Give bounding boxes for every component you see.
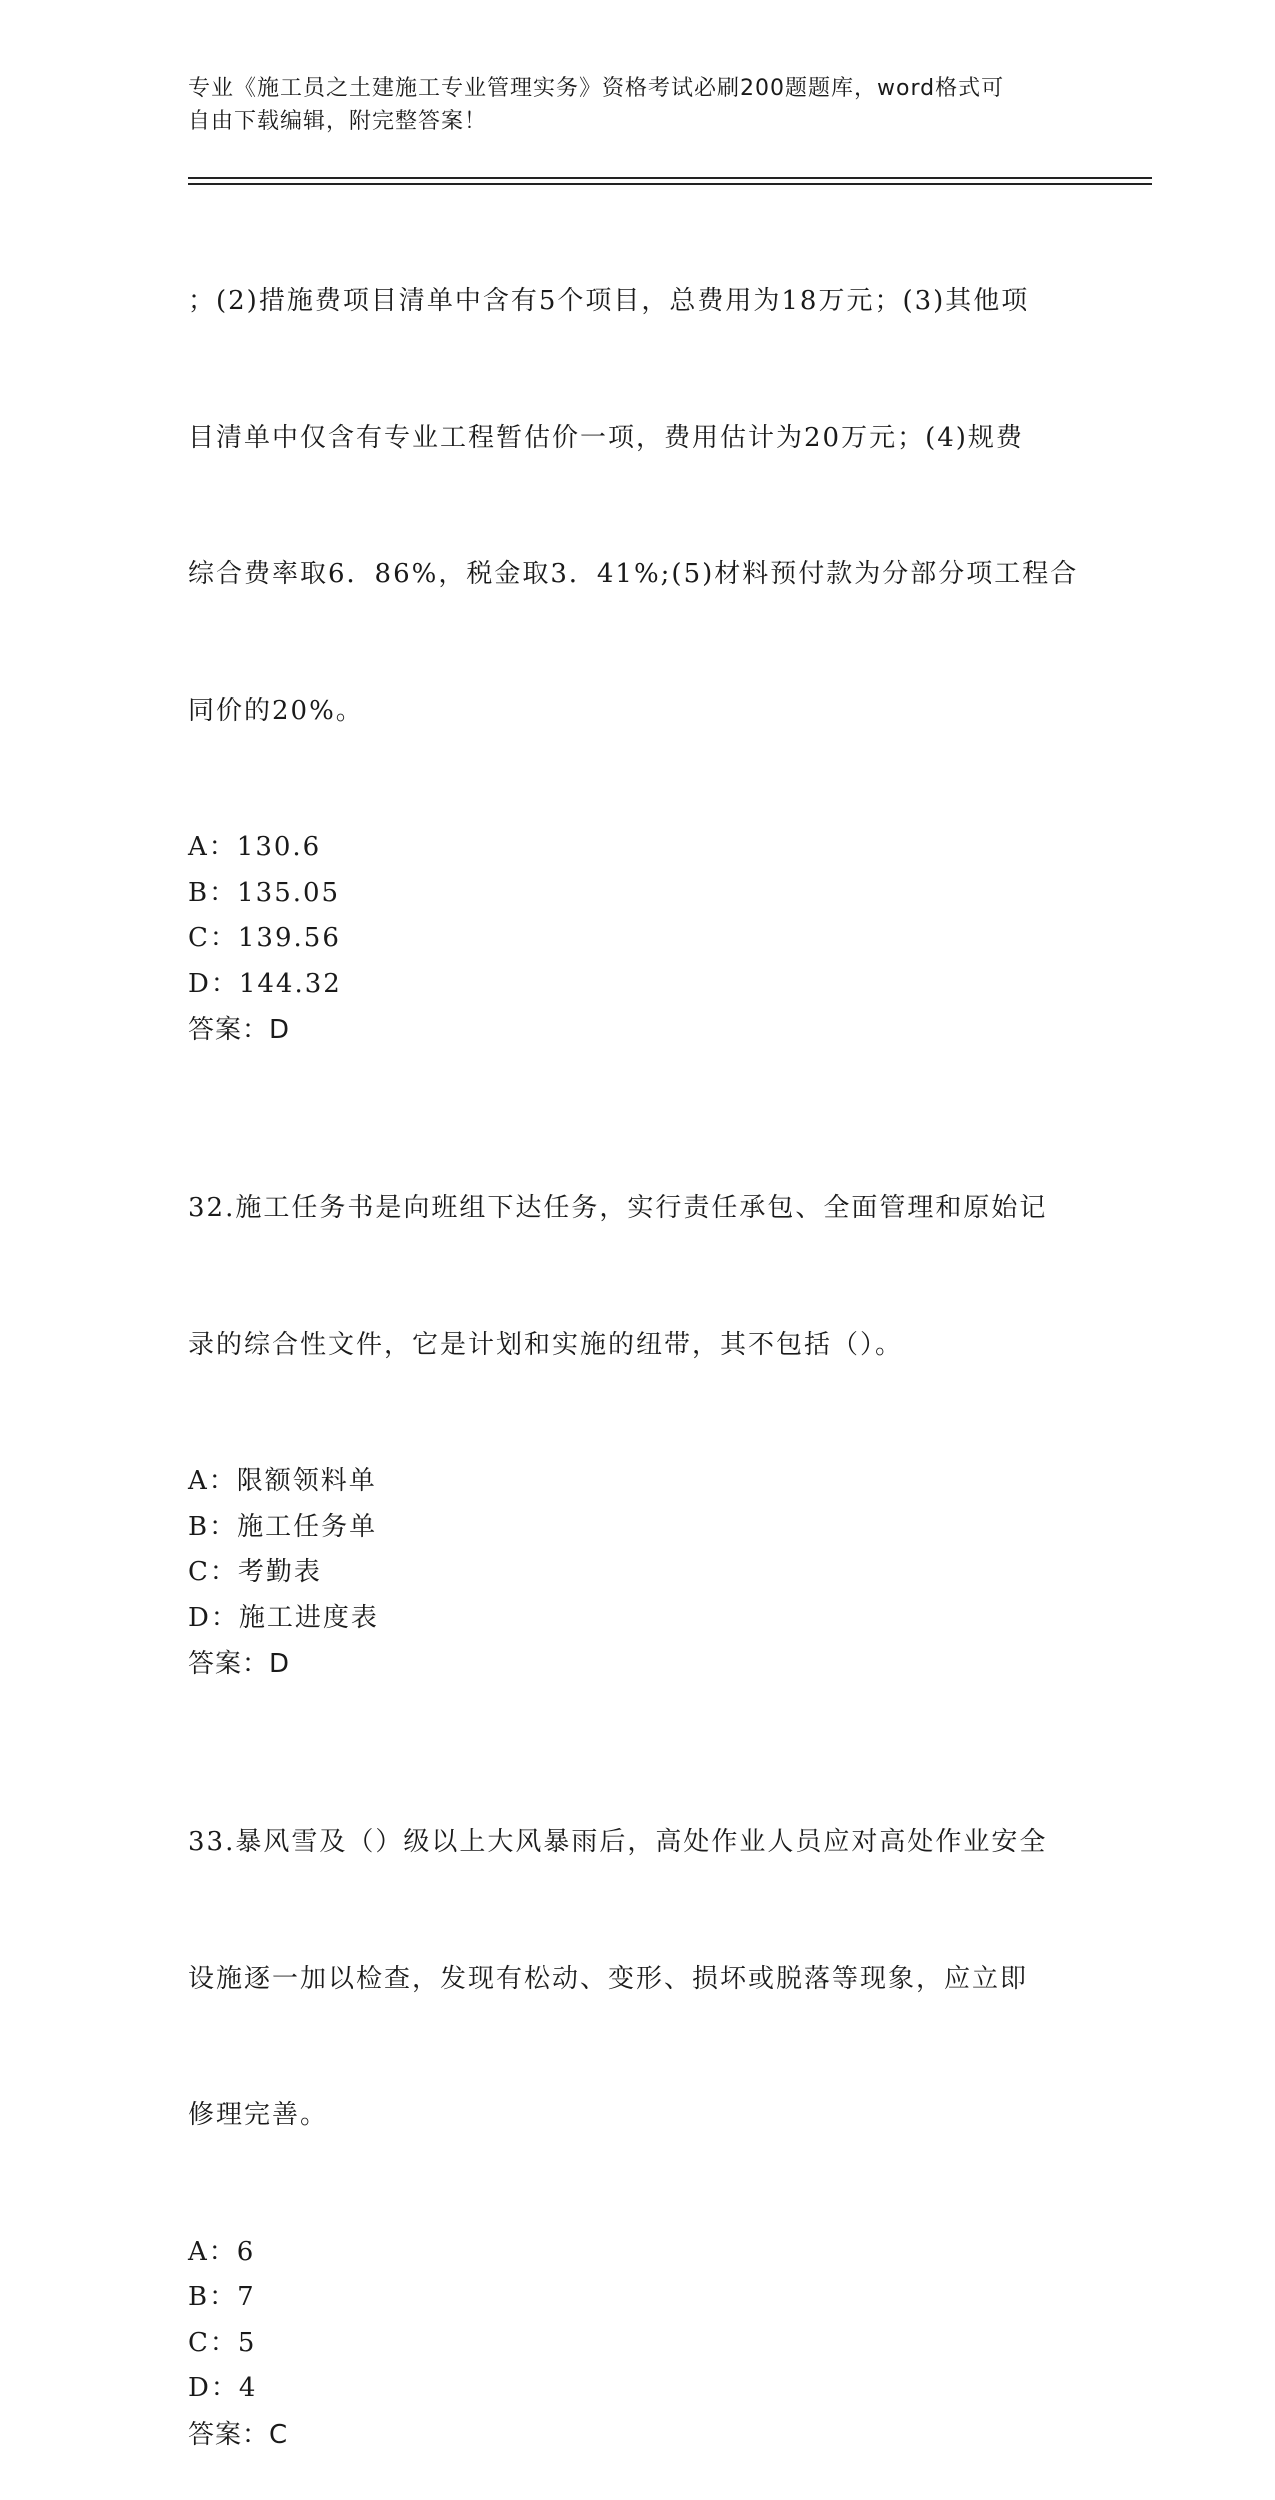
stem-line: 32.施工任务书是向班组下达任务，实行责任承包、全面管理和原始记 bbox=[188, 1193, 1048, 1223]
question-stem bbox=[188, 1095, 1088, 1459]
option-b: B：7 bbox=[188, 2282, 256, 2312]
option-a: A：130.6 bbox=[188, 832, 322, 862]
option-c: C：考勤表 bbox=[188, 1557, 322, 1587]
stem-line: 录的综合性文件，它是计划和实施的纽带，其不包括（）。 bbox=[188, 1329, 904, 1360]
question-32 bbox=[188, 1095, 1088, 1687]
option-b: B：施工任务单 bbox=[188, 1511, 378, 1542]
question-list bbox=[188, 188, 1088, 2500]
stem-line: 同价的20%。 bbox=[188, 695, 364, 726]
header-divider-bottom bbox=[188, 183, 1152, 185]
question-stem bbox=[188, 188, 1088, 825]
option-d: D：施工进度表 bbox=[188, 1602, 379, 1633]
answer-line: 答案：D bbox=[188, 1649, 291, 1679]
answer-line: 答案：C bbox=[188, 2419, 289, 2450]
document-header bbox=[188, 72, 1068, 138]
stem-line: 目清单中仅含有专业工程暂估价一项，费用估计为20万元；(4)规费 bbox=[188, 422, 1024, 453]
option-d: D：144.32 bbox=[188, 968, 342, 999]
question-31-continued bbox=[188, 188, 1088, 1053]
header-line-1: 专业《施工员之土建施工专业管理实务》资格考试必刷200题题库，word格式可 bbox=[188, 76, 1005, 101]
stem-line: 33.暴风雪及（）级以上大风暴雨后，高处作业人员应对高处作业安全 bbox=[188, 1827, 1048, 1857]
option-b: B：135.05 bbox=[188, 877, 341, 908]
stem-line: 设施逐一加以检查，发现有松动、变形、损坏或脱落等现象，应立即 bbox=[188, 1963, 1029, 1994]
option-a: A：6 bbox=[188, 2236, 256, 2267]
question-stem bbox=[188, 1729, 1088, 2230]
option-a: A：限额领料单 bbox=[188, 1466, 377, 1496]
option-d: D：4 bbox=[188, 2373, 258, 2403]
stem-line: 综合费率取6．86%，税金取3．41%;(5)材料预付款为分部分项工程合 bbox=[188, 559, 1079, 589]
option-c: C：5 bbox=[188, 2327, 257, 2358]
header-line-2: 自由下载编辑，附完整答案！ bbox=[188, 109, 488, 134]
header-divider-top bbox=[188, 177, 1152, 179]
answer-line: 答案：D bbox=[188, 1015, 291, 1045]
stem-line: ；(2)措施费项目清单中含有5个项目，总费用为18万元；(3)其他项 bbox=[188, 286, 1030, 316]
stem-line: 修理完善。 bbox=[188, 2100, 329, 2130]
question-33 bbox=[188, 1729, 1088, 2458]
option-c: C：139.56 bbox=[188, 923, 341, 953]
